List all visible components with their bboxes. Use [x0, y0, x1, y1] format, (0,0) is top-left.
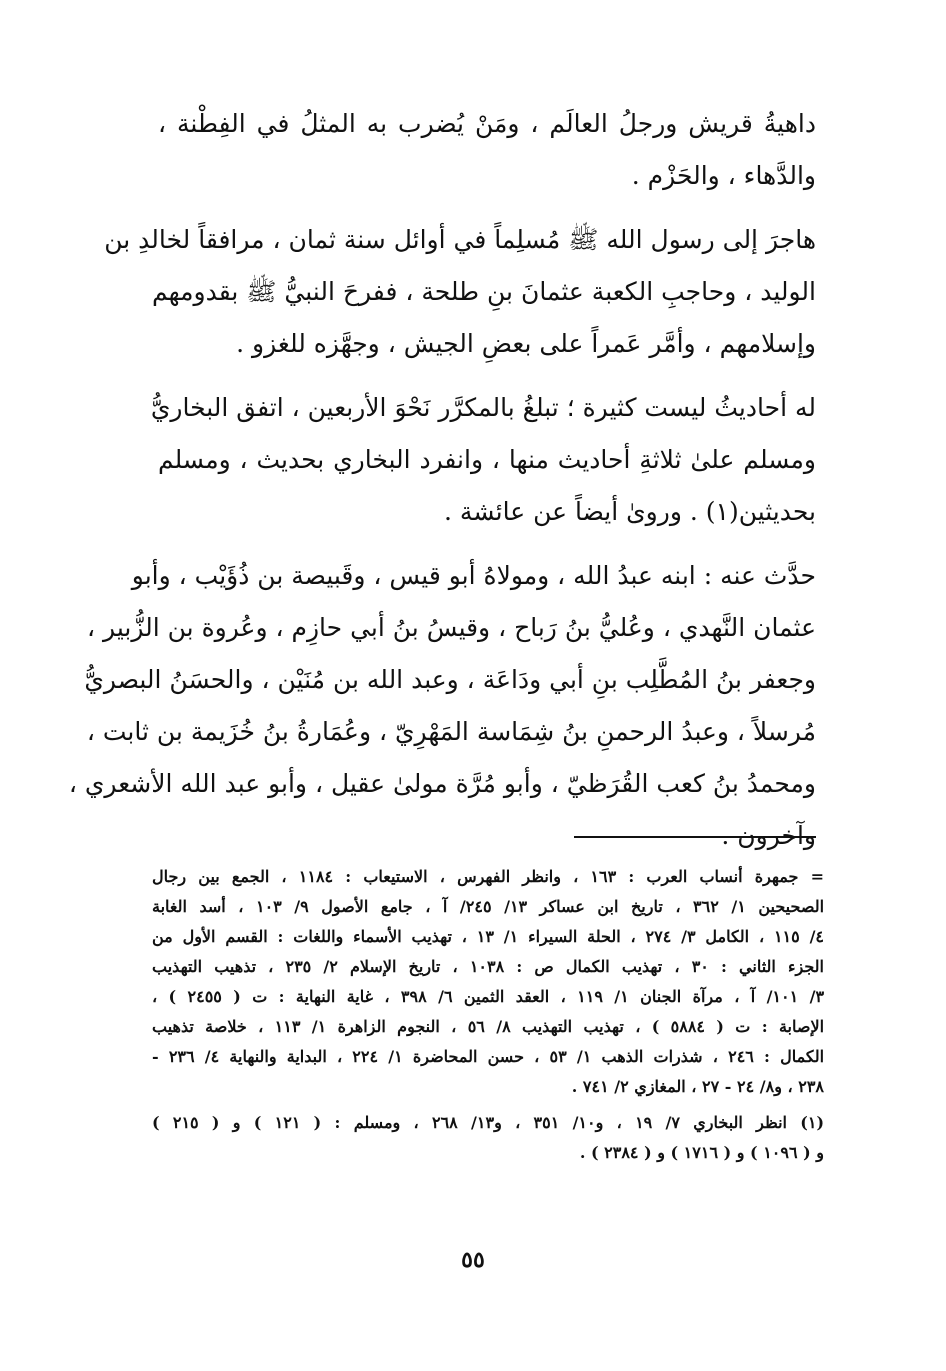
- text-line: عثمان النَّهدي ، وعُليُّ بنُ رَباح ، وقيسُ بنُ أبي حازِم ، وعُروة بن الزُّبير ،: [87, 613, 816, 642]
- footnote-line: = جمهرة أنساب العرب : ١٦٣ ، وانظر الفهرس ، الاستيعاب : ١١٨٤ ، الجمع بين رجال: [152, 867, 824, 886]
- text-line: وجعفر بنُ المُطَّلِب بنِ أبي ودَاعَة ، وعبد الله بن مُنَيْن ، والحسَنُ البصريُّ: [84, 665, 816, 694]
- text-line: وإسلامهم ، وأمَّر عَمراً على بعضِ الجيش ، وجهَّزه للغزو .: [236, 329, 816, 358]
- text-line: له أحاديثُ ليست كثيرة ؛ تبلغُ بالمكرَّر نَحْوَ الأربعين ، اتفق البخاريُّ: [150, 393, 816, 422]
- footnote-line: و ( ١٠٩٦ ) و ( ١٧١٦ ) و ( ٢٣٨٤ ) .: [579, 1143, 824, 1162]
- page-number: ٥٥: [461, 1247, 485, 1273]
- text-line: حدَّث عنه : ابنه عبدُ الله ، ومولاهُ أبو قيس ، وقَبيصة بن ذُؤَيْب ، وأبو: [131, 561, 816, 590]
- text-line: وآخرون .: [721, 821, 816, 850]
- paragraph-hadith: [150, 382, 816, 538]
- text-line: داهيةُ قريش ورجلُ العالَم ، ومَنْ يُضرب به المثلُ في الفِطْنة ،: [158, 109, 816, 138]
- footnote-divider: [574, 836, 816, 838]
- footnote-line: الإصابة : ت ( ٥٨٨٤ ) ، تهذيب التهذيب ٨/ ٥٦ ، النجوم الزاهرة ١/ ١١٣ ، خلاصة تذهيب: [152, 1017, 825, 1036]
- footnote-line: الكمال : ٢٤٦ ، شذرات الذهب ١/ ٥٣ ، حسن المحاضرة ١/ ٢٢٤ ، البداية والنهاية ٤/ ٢٣٦ -: [152, 1047, 825, 1066]
- footnotes: [152, 862, 824, 1168]
- footnote-line: ٣/ ١٠١/ آ ، مرآة الجنان ١/ ١١٩ ، العقد الثمين ٦/ ٣٩٨ ، غاية النهاية : ت ( ٢٤٥٥ ) ،: [152, 987, 825, 1006]
- paragraph-hijra: [104, 214, 816, 370]
- text-line: مُرسلاً ، وعبدُ الرحمنِ بنُ شِمَاسة المَهْرِيّ ، وعُمَارةُ بنُ خُزَيمة بن ثابت ،: [86, 717, 816, 746]
- footnote-line: الصحيحين ١/ ٣٦٢ ، تاريخ ابن عساكر ١٣/ ٢٤٥/ آ ، جامع الأصول ٩/ ١٠٣ ، أسد الغابة: [152, 897, 825, 916]
- footnote-line: الجزء الثاني : ٣٠ ، تهذيب الكمال ص : ١٠٣٨ ، تاريخ الإسلام ٢/ ٢٣٥ ، تذهيب التهذيب: [152, 957, 825, 976]
- footnote-continued: [152, 862, 824, 1102]
- text-line: ومسلم علىٰ ثلاثةِ أحاديث منها ، وانفرد البخاري بحديث ، ومسلم: [158, 445, 816, 474]
- paragraph-title: [158, 98, 816, 202]
- text-line: ومحمدُ بنُ كعب القُرَظيّ ، وأبو مُرَّة مولىٰ عقيل ، وأبو عبد الله الأشعري ،: [68, 769, 816, 798]
- footnote-1: [152, 1108, 824, 1168]
- footnote-line: (١) انظر البخاري ٧/ ١٩ ، و١٠/ ٣٥١ ، و١٣/ ٢٦٨ ، ومسلم : ( ١٢١ ) و ( ٢١٥ ): [152, 1113, 825, 1132]
- paragraph-narrators: [68, 550, 816, 862]
- text-line: هاجرَ إلى رسول الله ﷺ مُسلِماً في أوائل سنة ثمان ، مرافقاً لخالدِ بن: [104, 225, 816, 254]
- main-text: [68, 98, 816, 862]
- footnote-line: ٢٣٨ ، و٨/ ٢٤ - ٢٧ ، المغازي ٢/ ٧٤١ .: [571, 1077, 824, 1096]
- footnote-line: ٤/ ١١٥ ، الكامل ٣/ ٢٧٤ ، الحلة السيراء ١/ ١٣ ، تهذيب الأسماء واللغات : القسم الأول من: [152, 927, 825, 946]
- text-line: الوليد ، وحاجبِ الكعبة عثمانَ بنِ طلحة ، ففرحَ النبيُّ ﷺ بقدومهم: [151, 277, 816, 306]
- text-line: والدَّهاء ، والحَزْم .: [631, 161, 816, 190]
- text-line: بحديثين(١) . وروىٰ أيضاً عن عائشة .: [444, 497, 816, 526]
